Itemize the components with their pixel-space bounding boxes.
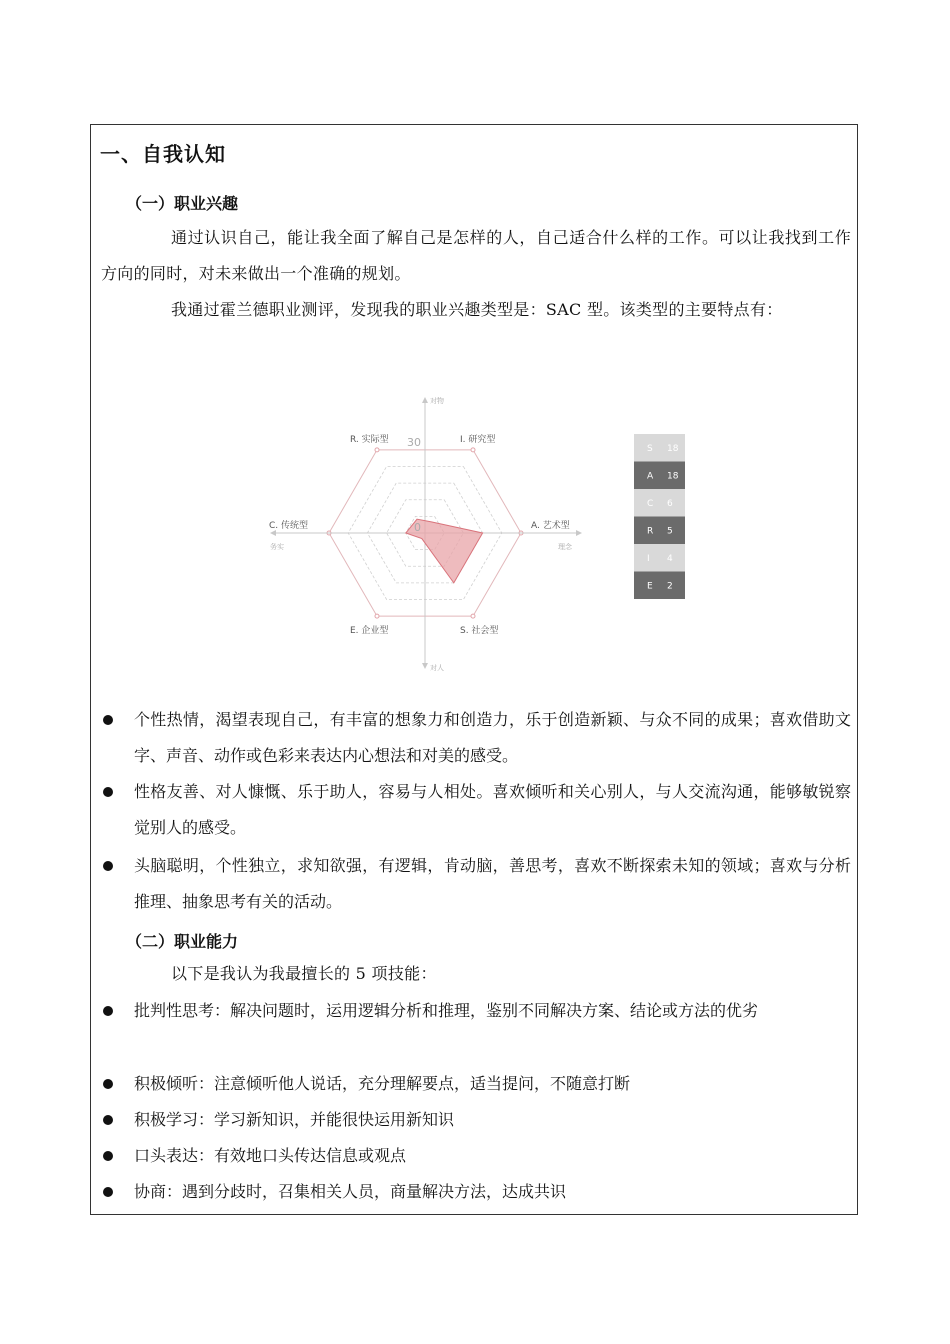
legend-item-r	[634, 517, 685, 545]
bullet-dot	[103, 1187, 113, 1197]
legend-value: 6	[667, 499, 673, 509]
radar-legend	[634, 434, 685, 599]
bullet-dot	[103, 1115, 113, 1125]
category-label-e: E. 企业型	[350, 626, 389, 636]
legend-swatch	[634, 489, 685, 517]
radar-vertex-marker	[375, 448, 379, 452]
legend-swatch	[634, 517, 685, 545]
arrow-right-icon	[576, 530, 582, 536]
category-label-a: A. 艺术型	[531, 521, 570, 531]
tick-label-max: 30	[407, 436, 421, 449]
ability-bullet-5: 协商：遇到分歧时，召集相关人员，商量解决方法，达成共识	[101, 1174, 851, 1210]
legend-key: S	[647, 444, 653, 454]
category-label-r: R. 实际型	[350, 435, 389, 445]
axis-label-bottom: 对人	[430, 664, 444, 672]
ability-bullet-4: 口头表达：有效地口头传达信息或观点	[101, 1138, 851, 1174]
legend-key: I	[647, 554, 650, 564]
ability-intro: 以下是我认为我最擅长的 5 项技能：	[171, 964, 437, 983]
ability-heading: （二）职业能力	[126, 932, 239, 951]
axis-label-right: 理念	[558, 543, 572, 551]
legend-value: 18	[667, 471, 679, 482]
bullet-dot	[103, 787, 113, 797]
tick-label-min: 0	[414, 521, 421, 534]
category-label-s: S. 社会型	[460, 626, 499, 636]
interest-paragraph-1: 通过认识自己，能让我全面了解自己是怎样的人，自己适合什么样的工作。可以让我找到工作方向的同时，对未来做出一个准确的规划。	[101, 228, 851, 283]
bullet-dot	[103, 861, 113, 871]
legend-swatch	[634, 544, 685, 572]
interest-heading: （一）职业兴趣	[126, 194, 239, 213]
legend-value: 2	[667, 581, 673, 592]
legend-item-i	[634, 544, 685, 572]
legend-value: 4	[667, 554, 673, 564]
arrow-down-icon	[422, 663, 428, 669]
legend-value: 18	[667, 444, 679, 454]
bullet-dot	[103, 1079, 113, 1089]
section-title: 一、自我认知	[100, 142, 226, 166]
bullet-dot	[103, 1006, 113, 1016]
category-label-c: C. 传统型	[269, 521, 309, 531]
holland-radar-chart	[250, 385, 710, 680]
bullet-dot	[103, 1151, 113, 1161]
ability-bullet-3: 积极学习：学习新知识，并能很快运用新知识	[101, 1102, 851, 1138]
axis-label-left: 务实	[270, 543, 284, 551]
legend-key: E	[647, 581, 653, 592]
legend-value: 5	[667, 526, 673, 537]
interest-bullet-3: 头脑聪明，个性独立，求知欲强，有逻辑，肯动脑，善思考，喜欢不断探索未知的领域；喜欢与分析推理、抽象思考有关的活动。	[101, 848, 851, 920]
legend-key: C	[647, 499, 654, 509]
category-label-i: I. 研究型	[460, 435, 496, 445]
legend-item-a	[634, 462, 685, 490]
ability-bullet-2: 积极倾听：注意倾听他人说话，充分理解要点，适当提问，不随意打断	[101, 1066, 851, 1102]
arrow-up-icon	[422, 397, 428, 403]
axis-label-top: 对物	[430, 397, 444, 405]
interest-bullet-2: 性格友善、对人慷慨、乐于助人，容易与人相处。喜欢倾听和关心别人，与人交流沟通，能够敏锐察觉别人的感受。	[101, 774, 851, 846]
ability-bullet-1: 批判性思考：解决问题时，运用逻辑分析和推理，鉴别不同解决方案、结论或方法的优劣	[101, 993, 851, 1029]
interest-bullet-1: 个性热情，渴望表现自己，有丰富的想象力和创造力，乐于创造新颖、与众不同的成果；喜欢借助文字、声音、动作或色彩来表达内心想法和对美的感受。	[101, 702, 851, 774]
interest-paragraph-2: 我通过霍兰德职业测评，发现我的职业兴趣类型是：SAC 型。该类型的主要特点有：	[171, 300, 783, 319]
radar-vertex-marker	[471, 448, 475, 452]
legend-item-c	[634, 489, 685, 517]
legend-item-e	[634, 572, 685, 600]
legend-swatch	[634, 572, 685, 600]
bullet-dot	[103, 715, 113, 725]
legend-key: R	[647, 526, 654, 537]
radar-vertex-marker	[471, 614, 475, 618]
radar-vertex-marker	[375, 614, 379, 618]
legend-item-s	[634, 434, 685, 462]
legend-key: A	[647, 471, 654, 482]
